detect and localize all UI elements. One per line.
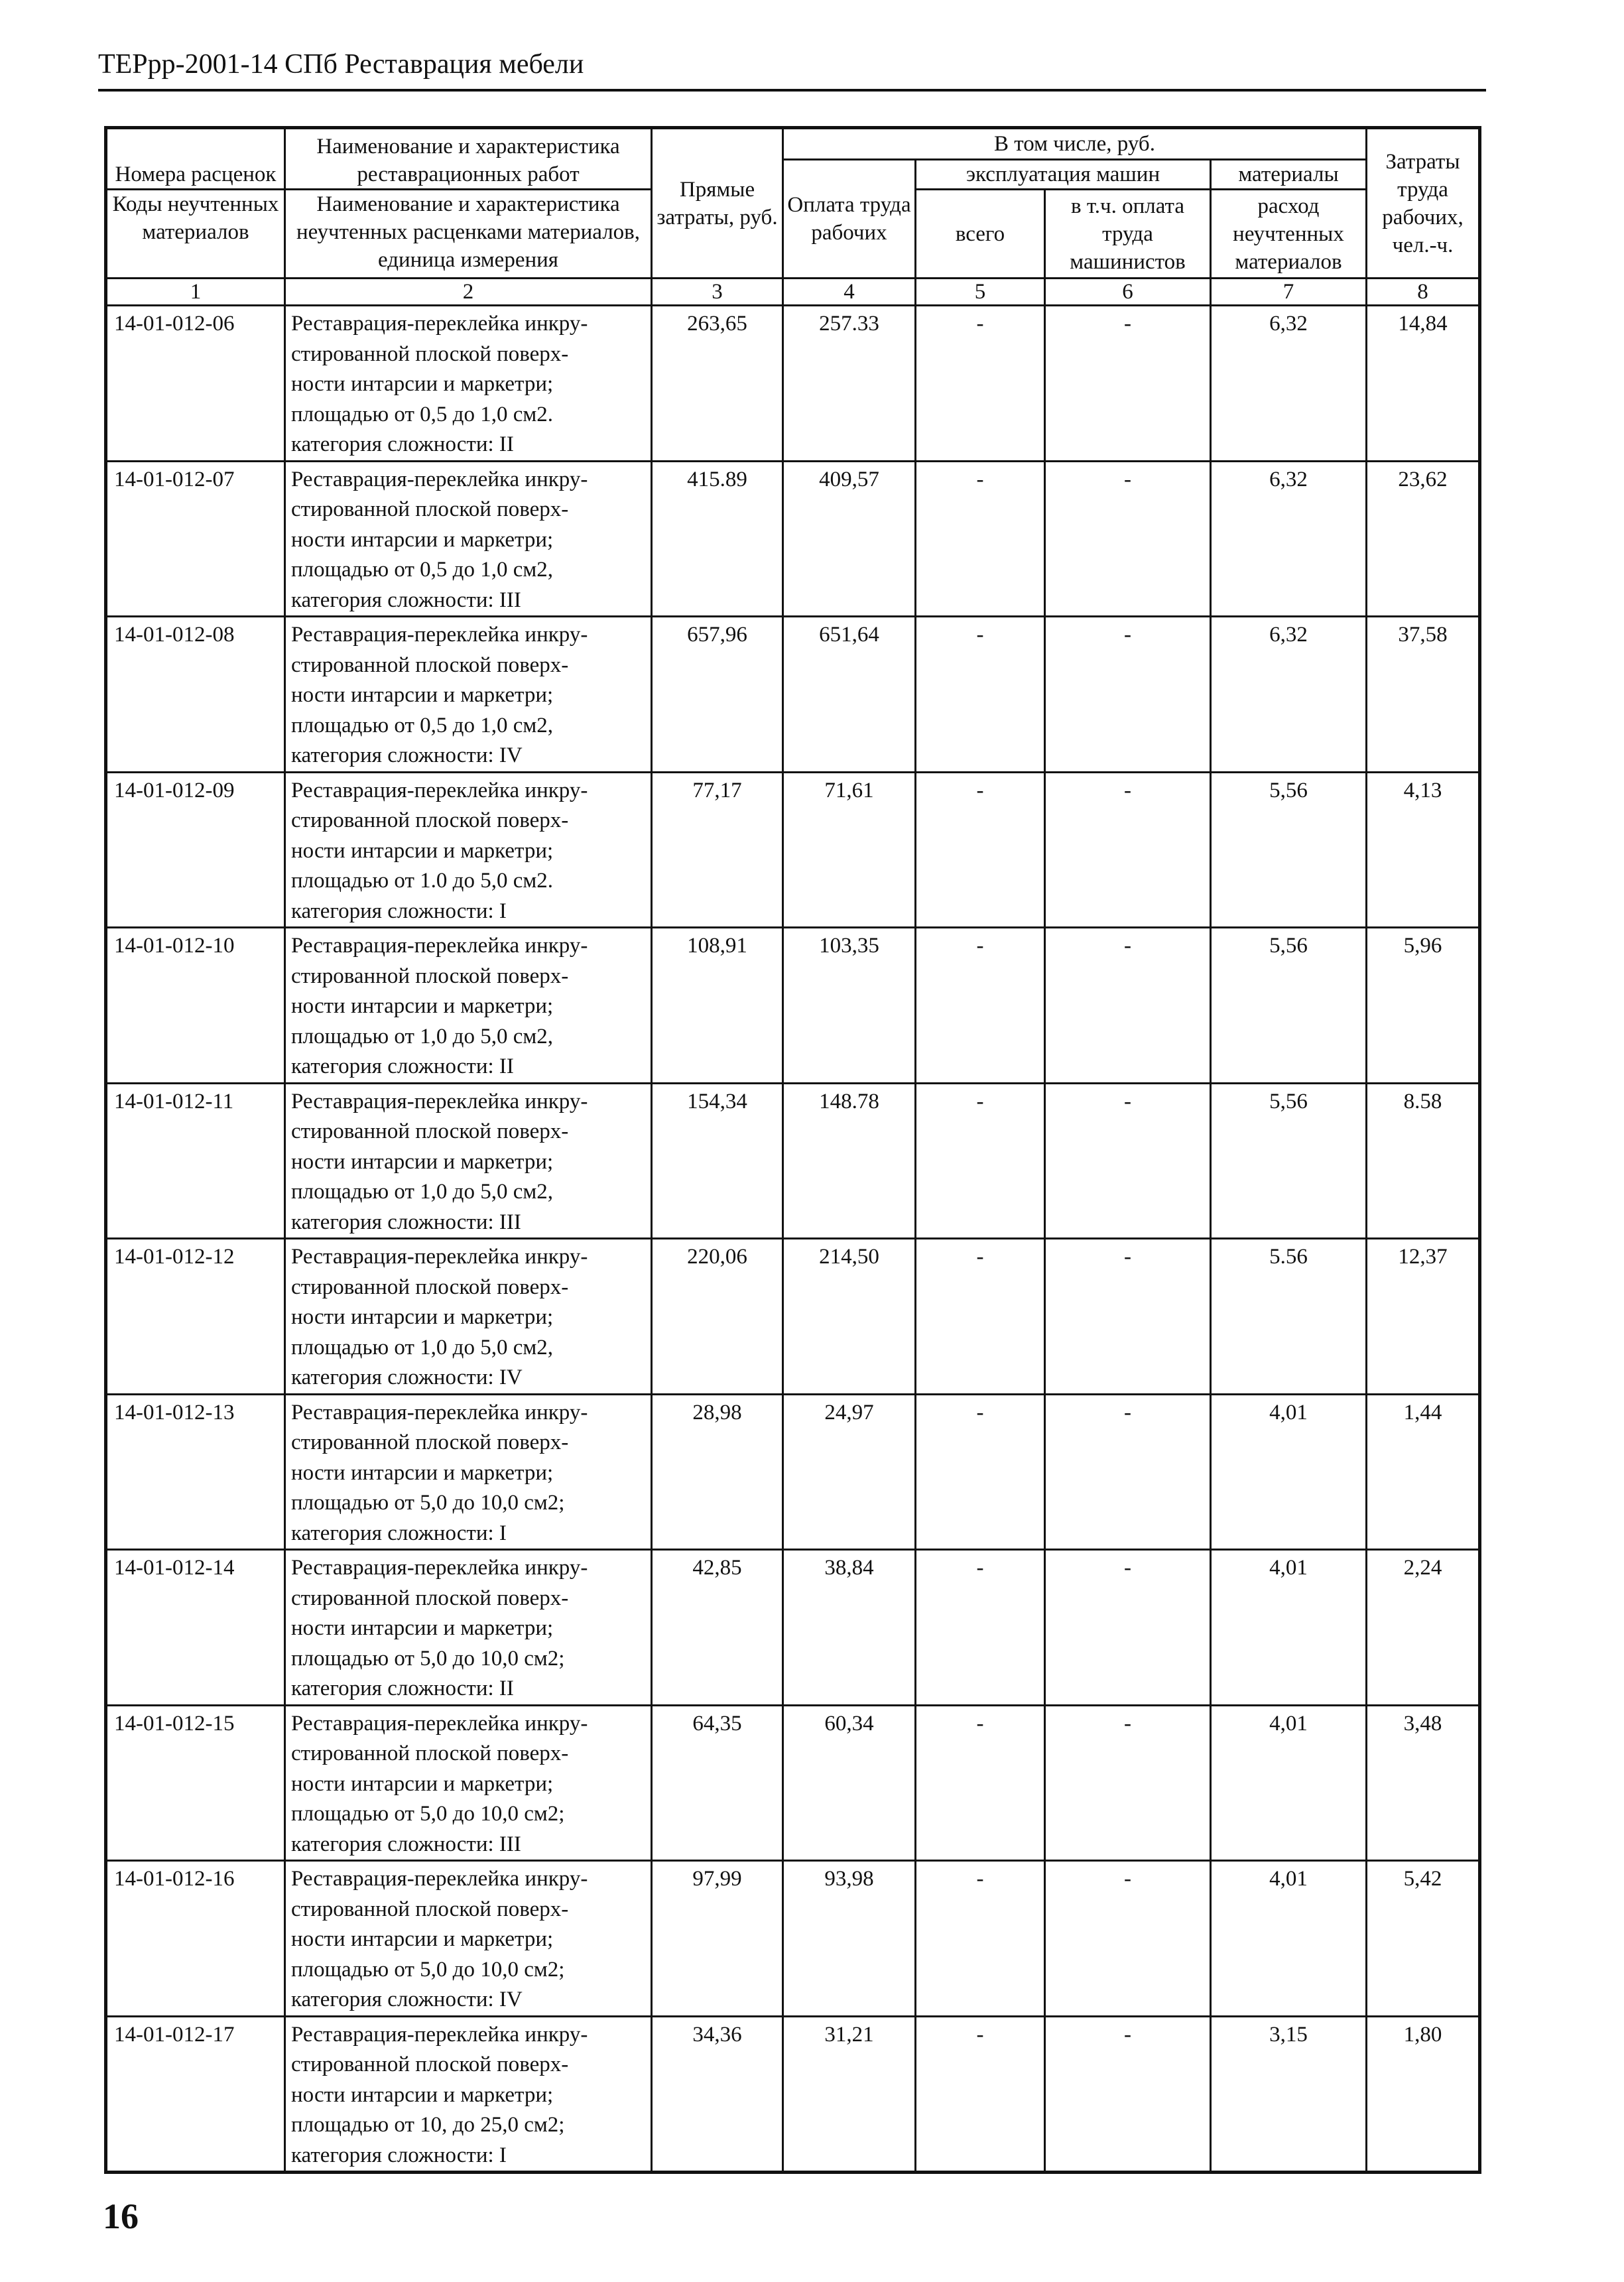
- machinist-pay-cell: -: [1045, 2016, 1211, 2173]
- materials-cell: 4,01: [1211, 1394, 1367, 1550]
- work-description-line: категория сложности: II: [291, 432, 514, 456]
- rate-code-cell: 14-01-012-13: [106, 1394, 285, 1550]
- rates-table-body: [106, 306, 1480, 2173]
- header-unaccounted-materials: расход неучтенных материалов: [1211, 190, 1367, 279]
- machine-total-cell: -: [916, 461, 1045, 617]
- rate-code-cell: 14-01-012-17: [106, 2016, 285, 2173]
- machine-total-cell: -: [916, 1550, 1045, 1706]
- header-rate-number-label: Номера расценок: [115, 162, 277, 186]
- work-description-line: площадью от 5,0 до 10,0 см2;: [291, 1802, 565, 1826]
- table-row: [106, 772, 1480, 928]
- work-description-line: площадью от 5,0 до 10,0 см2;: [291, 1491, 565, 1515]
- rate-code-cell: 14-01-012-09: [106, 772, 285, 928]
- table-row: [106, 617, 1480, 773]
- materials-cell: 5,56: [1211, 772, 1367, 928]
- labor-hours-cell: 12,37: [1367, 1239, 1480, 1395]
- work-description-line: Реставрация-переклейка инкру-: [291, 1556, 588, 1580]
- work-description-line: ности интарсии и маркетри;: [291, 1771, 554, 1796]
- direct-cost-cell: 220,06: [652, 1239, 783, 1395]
- work-description-line: Реставрация-переклейка инкру-: [291, 2022, 588, 2047]
- table-row: [106, 928, 1480, 1084]
- materials-cell: 4,01: [1211, 1705, 1367, 1861]
- machinist-pay-cell: -: [1045, 1861, 1211, 2017]
- machine-total-cell: -: [916, 617, 1045, 773]
- header-materials: материалы: [1211, 160, 1367, 190]
- work-description-line: категория сложности: III: [291, 588, 521, 612]
- work-description-line: категория сложности: IV: [291, 743, 523, 767]
- table-row: [106, 1705, 1480, 1861]
- work-description-cell: [285, 1705, 652, 1861]
- work-description-line: стированной плоской поверх-: [291, 1586, 569, 1610]
- worker-pay-cell: 71,61: [783, 772, 916, 928]
- column-number: 4: [783, 279, 916, 306]
- work-description-line: площадью от 0,5 до 1,0 см2,: [291, 713, 553, 737]
- work-description-line: ности интарсии и маркетри;: [291, 994, 554, 1018]
- table-row: [106, 1083, 1480, 1239]
- table-row: [106, 2016, 1480, 2173]
- labor-hours-cell: 5,42: [1367, 1861, 1480, 2017]
- direct-cost-cell: 77,17: [652, 772, 783, 928]
- work-description-line: категория сложности: I: [291, 2143, 507, 2167]
- worker-pay-cell: 214,50: [783, 1239, 916, 1395]
- work-description-line: Реставрация-переклейка инкру-: [291, 778, 588, 802]
- machinist-pay-cell: -: [1045, 617, 1211, 773]
- work-description-line: площадью от 0,5 до 1,0 см2.: [291, 402, 553, 426]
- direct-cost-cell: 97,99: [652, 1861, 783, 2017]
- work-description-line: категория сложности: IV: [291, 1988, 523, 2011]
- work-description-line: Реставрация-переклейка инкру-: [291, 467, 588, 491]
- header-machine-operation: эксплуатация машин: [916, 160, 1211, 190]
- work-description-cell: [285, 1239, 652, 1395]
- machinist-pay-cell: -: [1045, 1705, 1211, 1861]
- labor-hours-cell: 2,24: [1367, 1550, 1480, 1706]
- work-description-line: Реставрация-переклейка инкру-: [291, 312, 588, 336]
- work-description-line: ности интарсии и маркетри;: [291, 683, 554, 707]
- work-description-cell: [285, 1550, 652, 1706]
- table-row: [106, 306, 1480, 462]
- header-material-codes-label: Коды неучтенных материалов: [107, 188, 284, 246]
- machinist-pay-cell: -: [1045, 1239, 1211, 1395]
- worker-pay-cell: 257.33: [783, 306, 916, 462]
- table-row: [106, 461, 1480, 617]
- work-description-cell: [285, 306, 652, 462]
- work-description-line: категория сложности: III: [291, 1210, 521, 1234]
- rates-table: [104, 126, 1481, 2174]
- work-description-cell: [285, 1083, 652, 1239]
- work-description-cell: [285, 2016, 652, 2173]
- column-number: 3: [652, 279, 783, 306]
- machine-total-cell: -: [916, 1705, 1045, 1861]
- rate-code-cell: 14-01-012-11: [106, 1083, 285, 1239]
- machinist-pay-cell: -: [1045, 461, 1211, 617]
- title-divider: [98, 89, 1486, 92]
- worker-pay-cell: 24,97: [783, 1394, 916, 1550]
- direct-cost-cell: 108,91: [652, 928, 783, 1084]
- work-description-line: Реставрация-переклейка инкру-: [291, 1089, 588, 1113]
- labor-hours-cell: 4,13: [1367, 772, 1480, 928]
- work-description-cell: [285, 1861, 652, 2017]
- work-description-line: Реставрация-переклейка инкру-: [291, 1867, 588, 1891]
- labor-hours-cell: 14,84: [1367, 306, 1480, 462]
- work-description-line: ности интарсии и маркетри;: [291, 527, 554, 552]
- machine-total-cell: -: [916, 928, 1045, 1084]
- work-description-line: ности интарсии и маркетри;: [291, 372, 554, 396]
- machinist-pay-cell: -: [1045, 928, 1211, 1084]
- rate-code-cell: 14-01-012-15: [106, 1705, 285, 1861]
- machine-total-cell: -: [916, 306, 1045, 462]
- table-row: [106, 1550, 1480, 1706]
- header-direct-costs: Прямые затраты, руб.: [652, 128, 783, 279]
- work-description-line: стированной плоской поверх-: [291, 1742, 569, 1765]
- work-description-line: ности интарсии и маркетри;: [291, 1616, 554, 1640]
- work-description-line: площадью от 1,0 до 5,0 см2,: [291, 1180, 553, 1204]
- labor-hours-cell: 5,96: [1367, 928, 1480, 1084]
- rate-code-cell: 14-01-012-06: [106, 306, 285, 462]
- direct-cost-cell: 28,98: [652, 1394, 783, 1550]
- worker-pay-cell: 38,84: [783, 1550, 916, 1706]
- work-description-line: стированной плоской поверх-: [291, 808, 569, 832]
- worker-pay-cell: 651,64: [783, 617, 916, 773]
- header-worker-pay: Оплата труда рабочих: [783, 160, 916, 279]
- work-description-line: ности интарсии и маркетри;: [291, 1149, 554, 1174]
- direct-cost-cell: 42,85: [652, 1550, 783, 1706]
- work-description-line: Реставрация-переклейка инкру-: [291, 623, 588, 647]
- header-machine-total: всего: [916, 190, 1045, 279]
- machine-total-cell: -: [916, 2016, 1045, 2173]
- work-description-line: площадью от 1,0 до 5,0 см2,: [291, 1024, 553, 1048]
- worker-pay-cell: 93,98: [783, 1861, 916, 2017]
- header-material-name-label: Наименование и характеристика неучтенных расценками материалов, единица измерения: [286, 188, 651, 274]
- work-description-cell: [285, 1394, 652, 1550]
- worker-pay-cell: 409,57: [783, 461, 916, 617]
- worker-pay-cell: 60,34: [783, 1705, 916, 1861]
- work-description-cell: [285, 617, 652, 773]
- header-machinist-pay: в т.ч. оплата труда машинистов: [1045, 190, 1211, 279]
- work-description-line: Реставрация-переклейка инкру-: [291, 934, 588, 958]
- column-number: 6: [1045, 279, 1211, 306]
- work-description-line: стированной плоской поверх-: [291, 2053, 569, 2076]
- worker-pay-cell: 31,21: [783, 2016, 916, 2173]
- direct-cost-cell: 657,96: [652, 617, 783, 773]
- header-rate-number: [106, 128, 285, 279]
- rate-code-cell: 14-01-012-14: [106, 1550, 285, 1706]
- labor-hours-cell: 8.58: [1367, 1083, 1480, 1239]
- header-work-name-label: Наименование и характеристика реставрационных работ: [316, 135, 620, 186]
- work-description-line: стированной плоской поверх-: [291, 342, 569, 366]
- materials-cell: 6,32: [1211, 306, 1367, 462]
- rate-code-cell: 14-01-012-10: [106, 928, 285, 1084]
- work-description-line: категория сложности: I: [291, 1521, 507, 1545]
- column-number: 7: [1211, 279, 1367, 306]
- machine-total-cell: -: [916, 772, 1045, 928]
- work-description-cell: [285, 461, 652, 617]
- materials-cell: 5.56: [1211, 1239, 1367, 1395]
- rate-code-cell: 14-01-012-08: [106, 617, 285, 773]
- work-description-line: стированной плоской поверх-: [291, 1897, 569, 1921]
- work-description-line: стированной плоской поверх-: [291, 1119, 569, 1143]
- work-description-line: ности интарсии и маркетри;: [291, 1305, 554, 1329]
- materials-cell: 5,56: [1211, 928, 1367, 1084]
- work-description-line: ности интарсии и маркетри;: [291, 2082, 554, 2107]
- work-description-line: площадью от 10, до 25,0 см2;: [291, 2113, 565, 2137]
- machine-total-cell: -: [916, 1394, 1045, 1550]
- materials-cell: 6,32: [1211, 617, 1367, 773]
- materials-cell: 4,01: [1211, 1550, 1367, 1706]
- work-description-line: стированной плоской поверх-: [291, 497, 569, 521]
- column-number-row: [106, 279, 1480, 306]
- labor-hours-cell: 1,44: [1367, 1394, 1480, 1550]
- column-number: 2: [285, 279, 652, 306]
- machine-total-cell: -: [916, 1239, 1045, 1395]
- machine-total-cell: -: [916, 1861, 1045, 2017]
- table-row: [106, 1239, 1480, 1395]
- work-description-line: Реставрация-переклейка инкру-: [291, 1711, 588, 1736]
- labor-hours-cell: 1,80: [1367, 2016, 1480, 2173]
- work-description-cell: [285, 928, 652, 1084]
- machinist-pay-cell: -: [1045, 306, 1211, 462]
- rate-code-cell: 14-01-012-16: [106, 1861, 285, 2017]
- machine-total-cell: -: [916, 1083, 1045, 1239]
- column-number: 5: [916, 279, 1045, 306]
- worker-pay-cell: 103,35: [783, 928, 916, 1084]
- work-description-line: ности интарсии и маркетри;: [291, 1927, 554, 1951]
- machinist-pay-cell: -: [1045, 1083, 1211, 1239]
- worker-pay-cell: 148.78: [783, 1083, 916, 1239]
- direct-cost-cell: 64,35: [652, 1705, 783, 1861]
- work-description-line: площадью от 1,0 до 5,0 см2,: [291, 1335, 553, 1360]
- materials-cell: 5,56: [1211, 1083, 1367, 1239]
- work-description-line: категория сложности: I: [291, 899, 507, 923]
- rate-code-cell: 14-01-012-12: [106, 1239, 285, 1395]
- column-number: 8: [1367, 279, 1480, 306]
- work-description-line: стированной плоской поверх-: [291, 1430, 569, 1454]
- direct-cost-cell: 263,65: [652, 306, 783, 462]
- work-description-line: площадью от 5,0 до 10,0 см2;: [291, 1957, 565, 1982]
- materials-cell: 6,32: [1211, 461, 1367, 617]
- work-description-line: ности интарсии и маркетри;: [291, 838, 554, 863]
- work-description-line: категория сложности: II: [291, 1054, 514, 1078]
- machinist-pay-cell: -: [1045, 772, 1211, 928]
- work-description-line: ности интарсии и маркетри;: [291, 1460, 554, 1485]
- work-description-line: категория сложности: IV: [291, 1365, 523, 1389]
- work-description-line: площадью от 0,5 до 1,0 см2,: [291, 558, 553, 582]
- direct-cost-cell: 154,34: [652, 1083, 783, 1239]
- direct-cost-cell: 34,36: [652, 2016, 783, 2173]
- work-description-cell: [285, 772, 652, 928]
- work-description-line: площадью от 1.0 до 5,0 см2.: [291, 869, 553, 893]
- labor-hours-cell: 3,48: [1367, 1705, 1480, 1861]
- work-description-line: стированной плоской поверх-: [291, 1275, 569, 1299]
- labor-hours-cell: 23,62: [1367, 461, 1480, 617]
- column-number: 1: [106, 279, 285, 306]
- page-number: 16: [103, 2196, 139, 2236]
- work-description-line: стированной плоской поверх-: [291, 964, 569, 988]
- machinist-pay-cell: -: [1045, 1550, 1211, 1706]
- materials-cell: 3,15: [1211, 2016, 1367, 2173]
- work-description-line: Реставрация-переклейка инкру-: [291, 1245, 588, 1269]
- header-labor-hours: Затраты труда рабочих, чел.-ч.: [1367, 128, 1480, 279]
- direct-cost-cell: 415.89: [652, 461, 783, 617]
- labor-hours-cell: 37,58: [1367, 617, 1480, 773]
- work-description-line: категория сложности: III: [291, 1832, 521, 1856]
- materials-cell: 4,01: [1211, 1861, 1367, 2017]
- header-work-name: [285, 128, 652, 279]
- work-description-line: стированной плоской поверх-: [291, 653, 569, 677]
- rate-code-cell: 14-01-012-07: [106, 461, 285, 617]
- table-row: [106, 1394, 1480, 1550]
- work-description-line: категория сложности: II: [291, 1677, 514, 1700]
- work-description-line: Реставрация-переклейка инкру-: [291, 1400, 588, 1425]
- table-row: [106, 1861, 1480, 2017]
- header-including-group: В том числе, руб.: [783, 128, 1367, 160]
- page-title: ТЕРрр-2001-14 СПб Реставрация мебели: [98, 49, 584, 80]
- machinist-pay-cell: -: [1045, 1394, 1211, 1550]
- work-description-line: площадью от 5,0 до 10,0 см2;: [291, 1646, 565, 1671]
